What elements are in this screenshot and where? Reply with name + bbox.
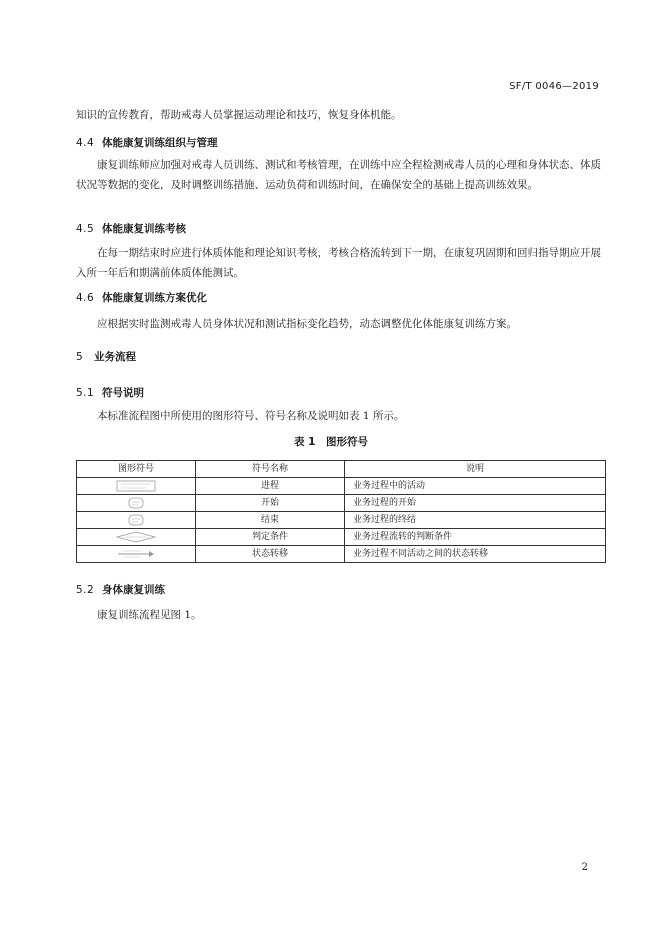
heading-title: 体能康复训练方案优化 (102, 292, 207, 304)
symbol-desc: 业务过程的终结 (345, 512, 606, 529)
table-row (77, 495, 606, 512)
symbol-desc: 业务过程流转的判断条件 (345, 529, 606, 546)
heading-5 (76, 349, 136, 365)
intro-line: 知识的宣传教育，帮助戒毒人员掌握运动理论和技巧，恢复身体机能。 (76, 109, 402, 121)
table-header-row (77, 461, 606, 478)
header-cell: 说明 (345, 461, 606, 478)
page-number: 2 (581, 862, 588, 873)
symbol-name: 结束 (196, 512, 345, 529)
standard-code: SF/T 0046—2019 (509, 81, 599, 92)
end-symbol-icon (77, 512, 196, 529)
paragraph-5-1: 本标准流程图中所使用的图形符号、符号名称及说明如表 1 所示。 (97, 410, 405, 422)
symbol-table (76, 460, 606, 563)
heading-5-1 (76, 385, 144, 401)
heading-title: 体能康复训练考核 (102, 223, 186, 235)
heading-number: 5.1 (76, 387, 95, 399)
heading-number: 4.4 (76, 137, 95, 149)
heading-title: 体能康复训练组织与管理 (102, 137, 218, 149)
heading-4-6 (76, 290, 207, 306)
symbol-desc: 业务过程中的活动 (345, 478, 606, 495)
symbol-desc: 业务过程的开始 (345, 495, 606, 512)
process-symbol-icon (77, 478, 196, 495)
paragraph-4-6: 应根据实时监测戒毒人员身体状况和测试指标变化趋势，动态调整优化体能康复训练方案。 (97, 318, 517, 330)
heading-4-4 (76, 135, 218, 151)
heading-5-2 (76, 582, 165, 598)
paragraph-4-4: 康复训练师应加强对戒毒人员训练、测试和考核管理，在训练中应全程检测戒毒人员的心理和身体状态、体质状况等数据的变化，及时调整训练措施、运动负荷和训练时间，在确保安全的基础上提高训练效果。 (76, 159, 601, 191)
symbol-name: 进程 (196, 478, 345, 495)
heading-title: 符号说明 (102, 387, 144, 399)
symbol-name: 开始 (196, 495, 345, 512)
heading-title: 身体康复训练 (102, 584, 165, 596)
table-row (77, 546, 606, 563)
paragraph-4-5: 在每一期结束时应进行体质体能和理论知识考核，考核合格流转到下一期，在康复巩固期和回归指导期应开展入所一年后和期满前体质体能测试。 (76, 247, 601, 279)
header-cell: 图形符号 (77, 461, 196, 478)
heading-number: 4.5 (76, 223, 95, 235)
table-caption: 表 1 图形符号 (294, 436, 368, 448)
transition-symbol-icon (77, 546, 196, 563)
table-row (77, 529, 606, 546)
table-row (77, 512, 606, 529)
decision-symbol-icon (77, 529, 196, 546)
start-symbol-icon (77, 495, 196, 512)
heading-number: 5 (76, 351, 84, 363)
symbol-desc: 业务过程不同活动之间的状态转移 (345, 546, 606, 563)
heading-number: 4.6 (76, 292, 95, 304)
heading-4-5 (76, 221, 186, 237)
symbol-name: 状态转移 (196, 546, 345, 563)
heading-number: 5.2 (76, 584, 95, 596)
symbol-name: 判定条件 (196, 529, 345, 546)
paragraph-5-2: 康复训练流程见图 1。 (97, 609, 202, 621)
header-cell: 符号名称 (196, 461, 345, 478)
table-row (77, 478, 606, 495)
heading-title: 业务流程 (94, 351, 136, 363)
